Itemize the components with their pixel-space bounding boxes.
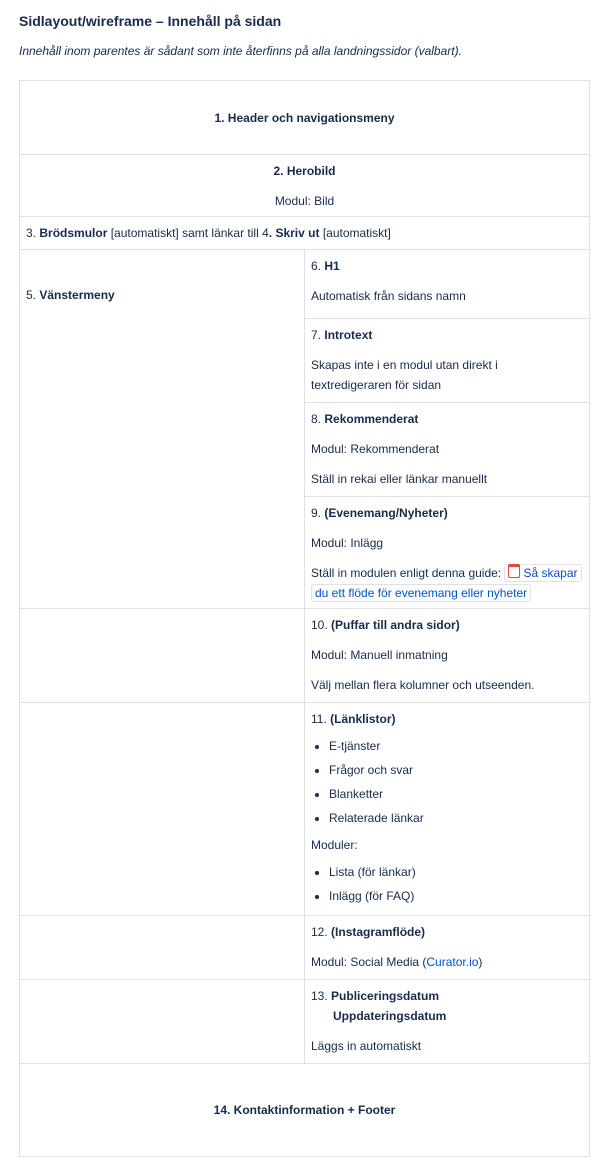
intro-num: 7. bbox=[311, 328, 322, 342]
dates-label-published: Publiceringsdatum bbox=[331, 989, 440, 1003]
row-header bbox=[20, 81, 590, 155]
instagram-label: (Instagramflöde) bbox=[331, 925, 426, 939]
events-module: Modul: Inlägg bbox=[311, 536, 384, 550]
footer-label: 14. Kontaktinformation + Footer bbox=[213, 1103, 396, 1117]
row-footer bbox=[20, 1064, 590, 1157]
cell-intro bbox=[305, 319, 590, 403]
guide-link[interactable] bbox=[504, 564, 581, 582]
cell-empty-12 bbox=[20, 916, 305, 980]
recommended-module: Modul: Rekommenderat bbox=[311, 442, 440, 456]
breadcrumbs-label: Brödsmulor bbox=[39, 226, 108, 240]
events-text: Ställ in modulen enligt denna guide: bbox=[311, 566, 502, 580]
linklists-modules bbox=[311, 860, 583, 908]
print-label: . Skriv ut bbox=[268, 226, 320, 240]
events-num: 9. bbox=[311, 506, 322, 520]
linklists-num: 11. bbox=[311, 712, 327, 726]
cell-dates bbox=[305, 980, 590, 1064]
linklists-label: (Länklistor) bbox=[330, 712, 396, 726]
page-subtitle: Innehåll inom parentes är sådant som inte återfinns på alla landningssidor (valbart). bbox=[19, 44, 462, 58]
cell-recommended bbox=[305, 403, 590, 497]
cell-hero bbox=[20, 155, 590, 217]
row-breadcrumbs bbox=[20, 217, 590, 250]
puffar-label: (Puffar till andra sidor) bbox=[331, 618, 460, 632]
recommended-text: Ställ in rekai eller länkar manuellt bbox=[311, 472, 488, 486]
cell-empty-10 bbox=[20, 609, 305, 703]
page-title: Sidlayout/wireframe – Innehåll på sidan bbox=[19, 13, 282, 29]
puffar-text: Välj mellan flera kolumner och utseenden. bbox=[311, 678, 535, 692]
row-hero bbox=[20, 155, 590, 217]
puffar-module: Modul: Manuell inmatning bbox=[311, 648, 448, 662]
events-label: (Evenemang/Nyheter) bbox=[324, 506, 448, 520]
list-item: • Inlägg (för FAQ) bbox=[329, 884, 583, 908]
list-item: • Lista (för länkar) bbox=[329, 860, 583, 884]
h1-text: Automatisk från sidans namn bbox=[311, 289, 466, 303]
dates-num: 13. bbox=[311, 989, 328, 1003]
cell-h1 bbox=[305, 250, 590, 319]
wireframe-table bbox=[19, 80, 590, 1157]
row-h1 bbox=[20, 250, 590, 319]
leftmenu-label: Vänstermeny bbox=[39, 288, 115, 302]
cell-events bbox=[305, 497, 590, 609]
recommended-label: Rekommenderat bbox=[324, 412, 419, 426]
hero-module: Modul: Bild bbox=[274, 193, 335, 208]
instagram-module: Modul: Social Media ( bbox=[311, 955, 427, 969]
guide-link-part1[interactable]: Så skapar bbox=[523, 566, 578, 580]
breadcrumbs-num: 3. bbox=[26, 226, 37, 240]
intro-label: Introtext bbox=[324, 328, 373, 342]
cell-instagram bbox=[305, 916, 590, 980]
cell-leftmenu bbox=[20, 250, 305, 609]
cell-puffar bbox=[305, 609, 590, 703]
guide-link-continued[interactable]: du ett flöde för evenemang eller nyheter bbox=[311, 584, 531, 602]
calendar-icon bbox=[508, 564, 520, 578]
breadcrumbs-text: [automatiskt] samt länkar till 4 bbox=[110, 226, 269, 240]
instagram-module-suffix: ) bbox=[478, 955, 483, 969]
row-dates bbox=[20, 980, 590, 1064]
cell-footer bbox=[20, 1064, 590, 1157]
row-linklists bbox=[20, 703, 590, 916]
h1-label: H1 bbox=[324, 259, 340, 273]
print-text: [automatiskt] bbox=[322, 226, 391, 240]
cell-linklists bbox=[305, 703, 590, 916]
cell-header bbox=[20, 81, 590, 155]
dates-text: Läggs in automatiskt bbox=[311, 1039, 422, 1053]
list-item: • Blanketter bbox=[329, 782, 583, 806]
cell-breadcrumbs bbox=[20, 217, 590, 250]
h1-num: 6. bbox=[311, 259, 322, 273]
list-item: • E-tjänster bbox=[329, 734, 583, 758]
puffar-num: 10. bbox=[311, 618, 328, 632]
cell-empty-11 bbox=[20, 703, 305, 916]
linklists-items bbox=[311, 734, 583, 830]
instagram-num: 12. bbox=[311, 925, 328, 939]
row-instagram bbox=[20, 916, 590, 980]
row-puffar bbox=[20, 609, 590, 703]
intro-text: Skapas inte i en modul utan direkt i textredigeraren för sidan bbox=[311, 358, 498, 392]
recommended-num: 8. bbox=[311, 412, 322, 426]
list-item: • Frågor och svar bbox=[329, 758, 583, 782]
header-label: 1. Header och navigationsmeny bbox=[214, 110, 395, 125]
linklists-modules-label: Moduler: bbox=[311, 838, 358, 852]
leftmenu-num: 5. bbox=[26, 288, 37, 302]
cell-empty-13 bbox=[20, 980, 305, 1064]
list-item: • Relaterade länkar bbox=[329, 806, 583, 830]
hero-label: 2. Herobild bbox=[273, 163, 336, 178]
dates-label-updated: Uppdateringsdatum bbox=[333, 1009, 447, 1023]
curator-link[interactable]: Curator.io bbox=[426, 955, 479, 969]
